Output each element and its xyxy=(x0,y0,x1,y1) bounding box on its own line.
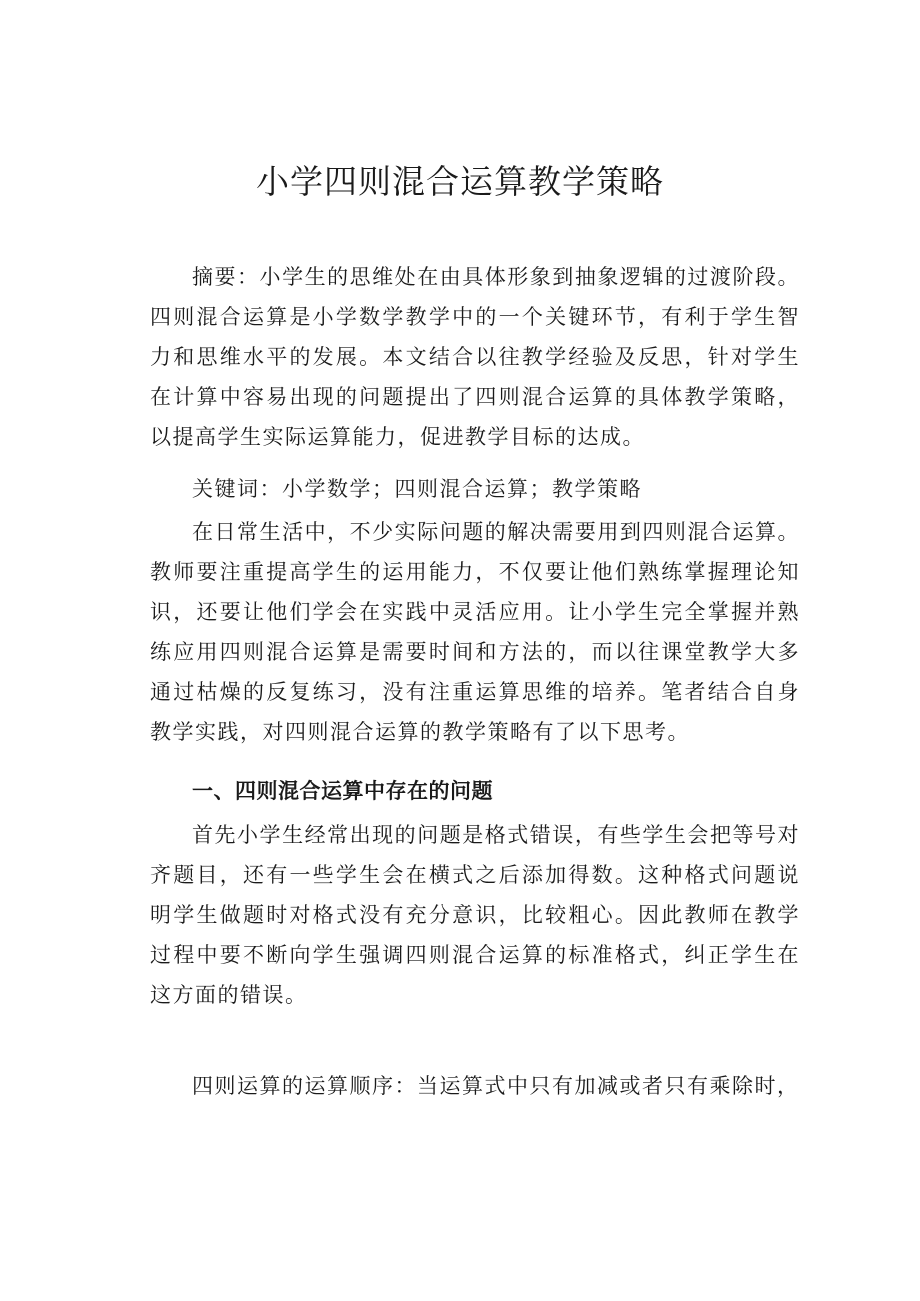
operation-order-paragraph: 四则运算的运算顺序：当运算式中只有加减或者只有乘除时， xyxy=(192,1074,800,1098)
section-heading: 一、四则混合运算中存在的问题 xyxy=(192,779,493,803)
keywords-paragraph: 关键词：小学数学；四则混合运算；教学策略 xyxy=(192,477,642,501)
abstract-paragraph: 摘要：小学生的思维处在由具体形象到抽象逻辑的过渡阶段。四则混合运算是小学数学教学中的一个关键环节，有利于学生智力和思维水平的发展。本文结合以往教学经验及反思，针对学生在计算中容易出现的问题提出了四则混合运算的具体教学策略，以提高学生实际运算能力，促进教学目标的达成。 xyxy=(150,265,800,449)
format-problem-paragraph: 首先小学生经常出现的问题是格式错误，有些学生会把等号对齐题目，还有一些学生会在横式之后添加得数。这种格式问题说明学生做题时对格式没有充分意识，比较粗心。因此教师在教学过程中要不断向学生强调四则混合运算的标准格式，纠正学生在这方面的错误。 xyxy=(150,823,800,1007)
document-title: 小学四则混合运算教学策略 xyxy=(256,162,664,201)
intro-paragraph: 在日常生活中，不少实际问题的解决需要用到四则混合运算。教师要注重提高学生的运用能力，不仅要让他们熟练掌握理论知识，还要让他们学会在实践中灵活应用。让小学生完全掌握并熟练应用四则混合运算是需要时间和方法的，而以往课堂教学大多通过枯燥的反复练习，没有注重运算思维的培养。笔者结合自身教学实践，对四则混合运算的教学策略有了以下思考。 xyxy=(150,520,800,744)
